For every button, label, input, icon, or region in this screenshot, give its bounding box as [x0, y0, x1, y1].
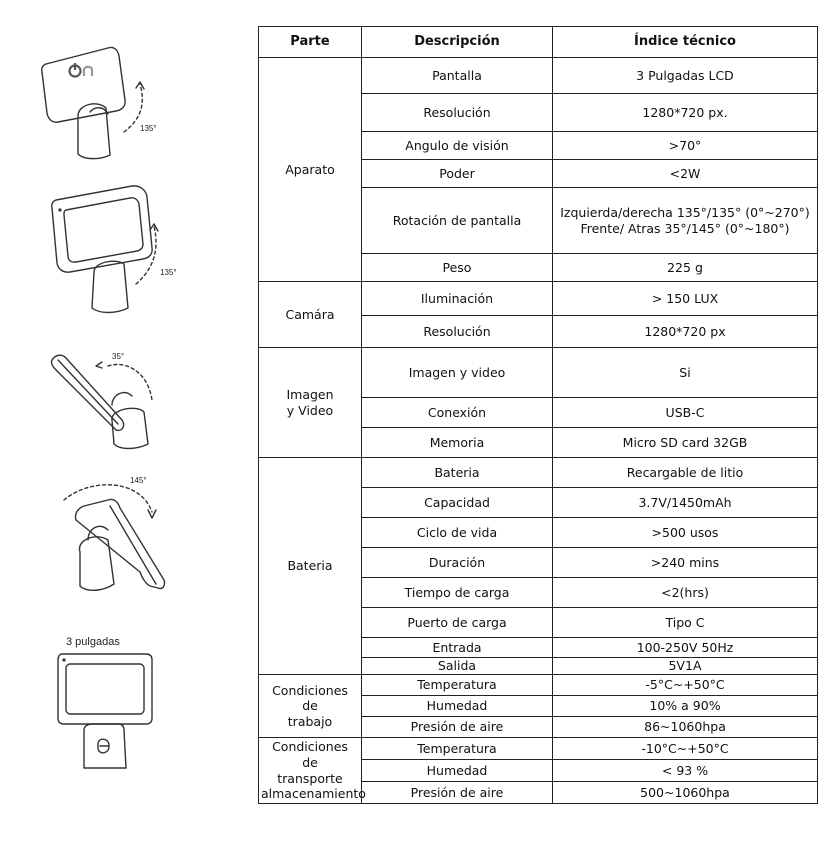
desc-cell: Presión de aire	[362, 717, 553, 738]
desc-cell: Salida	[362, 658, 553, 675]
value-cell: >500 usos	[553, 518, 818, 548]
table-row	[259, 58, 818, 94]
value-cell: Recargable de litio	[553, 458, 818, 488]
value-cell: 86~1060hpa	[553, 717, 818, 738]
value-cell: Tipo C	[553, 608, 818, 638]
table-row	[259, 282, 818, 316]
group-line: trabajo	[287, 713, 333, 729]
value-cell: <2W	[553, 160, 818, 188]
value-cell: 5V1A	[553, 658, 818, 675]
value-cell: 10% a 90%	[553, 696, 818, 717]
group-line: de	[302, 698, 318, 714]
desc-cell: Pantalla	[362, 58, 553, 94]
desc-cell: Tiempo de carga	[362, 578, 553, 608]
group-line: Condiciones	[272, 682, 348, 698]
value-cell: >70°	[553, 132, 818, 160]
group-condiciones-transporte	[259, 738, 366, 804]
angle-label-1: 135°	[140, 124, 157, 133]
size-caption: 3 pulgadas	[66, 636, 120, 648]
desc-cell: Bateria	[362, 458, 553, 488]
desc-cell: Imagen y video	[362, 348, 553, 398]
desc-cell: Capacidad	[362, 488, 553, 518]
value-line: Izquierda/derecha 135°/135° (0°~270°)	[560, 204, 810, 220]
angle-label-3: 35°	[112, 352, 125, 361]
device-illustrations	[0, 0, 250, 842]
value-cell: 3 Pulgadas LCD	[553, 58, 818, 94]
group-condiciones-trabajo	[259, 675, 362, 738]
desc-cell: Temperatura	[362, 675, 553, 696]
desc-cell: Poder	[362, 160, 553, 188]
desc-cell: Ciclo de vida	[362, 518, 553, 548]
table-row	[259, 675, 818, 696]
rotation-arrow-2	[136, 226, 156, 284]
value-cell	[553, 188, 818, 254]
desc-cell: Humedad	[362, 696, 553, 717]
desc-cell: Peso	[362, 254, 553, 282]
on-logo-icon	[70, 63, 93, 77]
table-row	[259, 738, 818, 760]
desc-cell: Angulo de visión	[362, 132, 553, 160]
value-cell: USB-C	[553, 398, 818, 428]
header-index: Índice técnico	[553, 27, 818, 58]
value-cell: Micro SD card 32GB	[553, 428, 818, 458]
value-cell: Si	[553, 348, 818, 398]
value-cell: > 150 LUX	[553, 282, 818, 316]
header-description: Descripción	[362, 27, 553, 58]
table-row	[259, 348, 818, 398]
desc-cell: Iluminación	[362, 282, 553, 316]
value-cell: 500~1060hpa	[553, 782, 818, 804]
device-rotated-left-right-2	[52, 186, 152, 313]
table-row	[259, 458, 818, 488]
desc-cell: Puerto de carga	[362, 608, 553, 638]
value-cell: -5°C~+50°C	[553, 675, 818, 696]
table-header-row	[259, 27, 818, 58]
desc-cell: Presión de aire	[362, 782, 553, 804]
desc-cell: Memoria	[362, 428, 553, 458]
device-rotated-left-right-1	[42, 47, 125, 158]
device-drawings	[0, 0, 250, 842]
desc-cell: Rotación de pantalla	[362, 188, 553, 254]
header-part: Parte	[259, 27, 362, 58]
desc-cell: Humedad	[362, 760, 553, 782]
rotation-arrow-4	[64, 485, 152, 512]
angle-label-2: 135°	[160, 268, 177, 277]
spec-table	[258, 26, 818, 804]
desc-cell: Duración	[362, 548, 553, 578]
group-camara: Camára	[259, 282, 362, 348]
desc-cell: Resolución	[362, 94, 553, 132]
desc-cell: Temperatura	[362, 738, 553, 760]
group-line: Imagen	[286, 386, 334, 402]
value-cell: < 93 %	[553, 760, 818, 782]
value-cell: >240 mins	[553, 548, 818, 578]
value-cell: -10°C~+50°C	[553, 738, 818, 760]
angle-label-4: 145°	[130, 476, 147, 485]
value-cell: 3.7V/1450mAh	[553, 488, 818, 518]
group-line: transporte	[277, 770, 343, 786]
desc-cell: Conexión	[362, 398, 553, 428]
device-tilted-back	[75, 499, 164, 590]
group-line: y Video	[286, 402, 334, 418]
group-imagen-video	[259, 348, 362, 458]
value-cell: 100-250V 50Hz	[553, 638, 818, 658]
value-cell: <2(hrs)	[553, 578, 818, 608]
desc-cell: Resolución	[362, 316, 553, 348]
desc-cell: Entrada	[362, 638, 553, 658]
value-cell: 225 g	[553, 254, 818, 282]
value-cell: 1280*720 px.	[553, 94, 818, 132]
group-line: Condiciones	[272, 739, 348, 755]
group-line: almacenamiento	[261, 786, 366, 802]
value-line: Frente/ Atras 35°/145° (0°~180°)	[580, 220, 790, 236]
value-cell: 1280*720 px	[553, 316, 818, 348]
group-bateria: Bateria	[259, 458, 362, 675]
device-front-view	[58, 654, 152, 768]
group-line: de	[302, 754, 318, 770]
group-aparato: Aparato	[259, 58, 362, 282]
